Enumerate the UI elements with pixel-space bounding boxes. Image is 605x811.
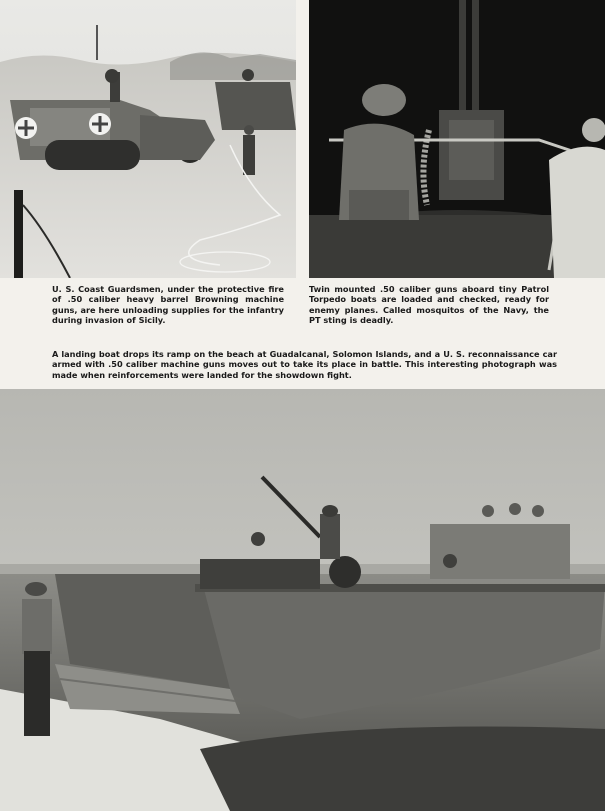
- caption-sicily: U. S. Coast Guardsmen, under the protective fire of .50 caliber heavy barrel Browning machine guns, are here unloading supplies for the infantry during invasion of Sicily.: [52, 284, 284, 326]
- pt-boat-guns-photo: [309, 0, 605, 278]
- guadalcanal-landing-photo: [0, 389, 605, 811]
- caption-pt-boat: Twin mounted .50 caliber guns aboard tiny Patrol Torpedo boats are loaded and checked, ready for enemy planes. Called mosquitos of the Navy, the PT sting is deadly.: [309, 284, 549, 326]
- caption-guadalcanal: A landing boat drops its ramp on the beach at Guadalcanal, Solomon Islands, and a U. S. reconnaissance car armed with .50 caliber machine guns moves out to take its place in battle. This interesting photograph was made when reinforcements were landed for the showdown fight.: [52, 349, 557, 380]
- sicily-beach-photo: [0, 0, 296, 278]
